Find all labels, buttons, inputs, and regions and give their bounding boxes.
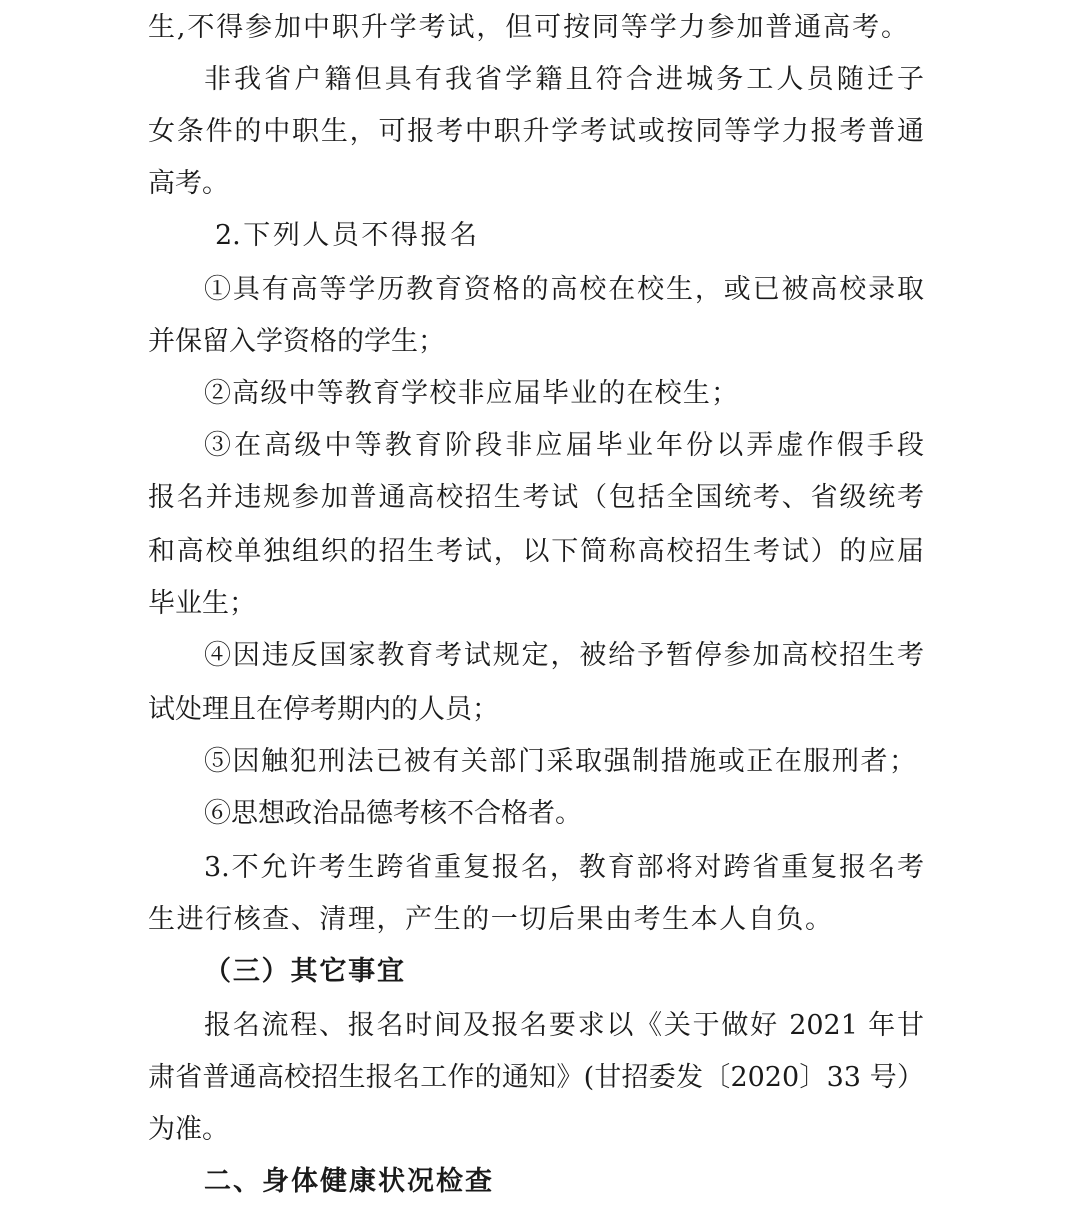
heading-text: 2.下列人员不得报名: [215, 220, 477, 251]
paragraph-line: [0, 158, 1080, 210]
paragraph-line: [0, 472, 1080, 524]
paragraph-line: [0, 1000, 1080, 1052]
paragraph-line: [0, 526, 1080, 578]
paragraph-line: [0, 684, 1080, 736]
section-heading: [0, 1156, 1080, 1208]
paragraph-line: [0, 1052, 1080, 1104]
text-line: 生,不得参加中职升学考试，但可按同等学力参加普通高考。: [148, 12, 908, 43]
text-line: 为准。: [148, 1114, 229, 1145]
paragraph-line: [0, 106, 1080, 158]
heading-text: 二、身体健康状况检查: [204, 1166, 492, 1197]
text-line: 报名并违规参加普通高校招生考试（包括全国统考、省级统考: [148, 482, 924, 513]
paragraph-line: [0, 578, 1080, 630]
text-line: 非我省户籍但具有我省学籍且符合进城务工人员随迁子: [204, 64, 924, 95]
text-line: 报名流程、报名时间及报名要求以《关于做好 2021 年甘: [204, 1010, 924, 1041]
text-line: ①具有高等学历教育资格的高校在校生，或已被高校录取: [204, 274, 924, 305]
text-line: 并保留入学资格的学生；: [148, 326, 445, 357]
text-line: ④因违反国家教育考试规定，被给予暂停参加高校招生考: [204, 640, 924, 671]
list-item: [0, 264, 1080, 316]
paragraph-line: [0, 842, 1080, 894]
list-item: [0, 420, 1080, 472]
text-line: ⑤因触犯刑法已被有关部门采取强制措施或正在服刑者；: [204, 746, 916, 777]
text-line: ③在高级中等教育阶段非应届毕业年份以弄虚作假手段: [204, 430, 924, 461]
list-item: [0, 368, 1080, 420]
text-line: 3.不允许考生跨省重复报名，教育部将对跨省重复报名考: [204, 852, 924, 883]
paragraph-line: [0, 1104, 1080, 1156]
heading-text: （三）其它事宜: [204, 956, 404, 987]
subsection-heading: [0, 946, 1080, 998]
list-item: [0, 630, 1080, 682]
text-line: ⑥思想政治品德考核不合格者。: [204, 798, 582, 829]
paragraph-line: [0, 54, 1080, 106]
text-line: 高考。: [148, 168, 229, 199]
text-line: 肃省普通高校招生报名工作的通知》(甘招委发〔2020〕33 号）: [148, 1062, 924, 1093]
list-item: [0, 788, 1080, 840]
text-line: 和高校单独组织的招生考试，以下简称高校招生考试）的应届: [148, 536, 924, 567]
text-line: ②高级中等教育学校非应届毕业的在校生；: [204, 378, 738, 409]
section-heading: [0, 210, 1080, 262]
paragraph-line: [0, 316, 1080, 368]
paragraph-line: [0, 2, 1080, 54]
text-line: 生进行核查、清理，产生的一切后果由考生本人自负。: [148, 904, 832, 935]
text-line: 试处理且在停考期内的人员；: [148, 694, 499, 725]
text-line: 毕业生；: [148, 588, 256, 619]
paragraph-line: [0, 894, 1080, 946]
list-item: [0, 736, 1080, 788]
text-line: 女条件的中职生，可报考中职升学考试或按同等学力报考普通: [148, 116, 924, 147]
